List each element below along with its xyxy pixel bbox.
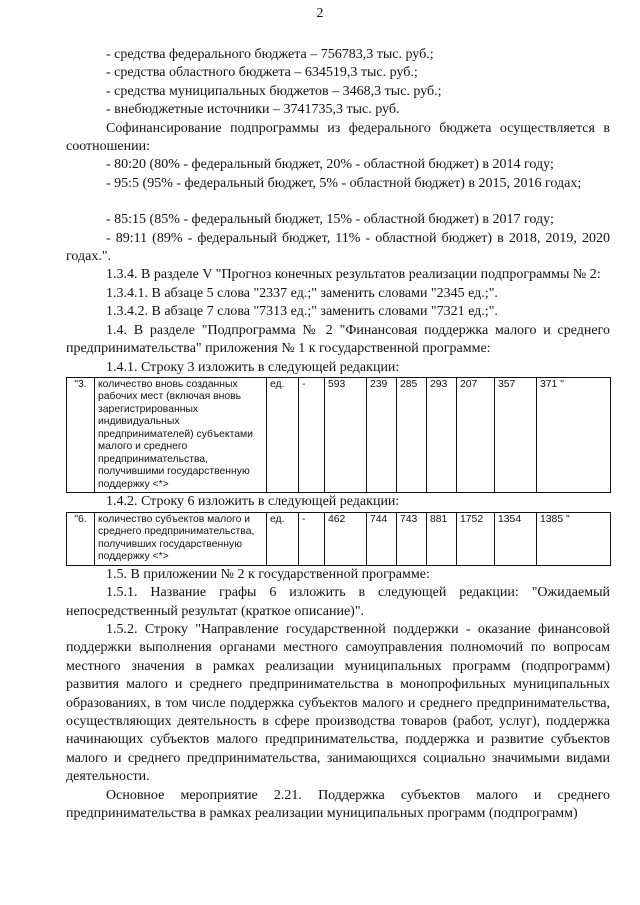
value-cell: 881 <box>427 512 457 565</box>
paragraph-main-activity: Основное мероприятие 2.21. Поддержка субъектов малого и среднего предпринимательства в рамках реализации муниципальных программ (подпрограмм) <box>66 787 610 822</box>
row-description: количество субъектов малого и среднего предпринимательства, получивших государственную поддержку <*> <box>95 512 267 565</box>
ratio-2017: - 85:15 (85% - федеральный бюджет, 15% - областной бюджет) в 2017 году; <box>106 212 554 228</box>
value-cell: 1354 <box>495 512 537 565</box>
funding-line-regional: - средства областного бюджета – 634519,3 тыс. руб.; <box>106 65 418 81</box>
value-cell: 357 <box>495 377 537 493</box>
funding-line-offbudget: - внебюджетные источники – 3741735,3 тыс. руб. <box>106 102 400 118</box>
ratio-2018-2020: - 89:11 (89% - федеральный бюджет, 11% - областной бюджет) в 2018, 2019, 2020 годах.". <box>66 230 610 265</box>
value-cell: 462 <box>325 512 367 565</box>
funding-line-federal: - средства федерального бюджета – 756783,3 тыс. руб.; <box>106 47 434 62</box>
row-unit: ед. <box>267 512 299 565</box>
paragraph-1-5-1: 1.5.1. Название графы 6 изложить в следующей редакции: "Ожидаемый непосредственный результат (краткое описание)". <box>66 585 610 619</box>
value-cell: 593 <box>325 377 367 493</box>
value-cell: 743 <box>397 512 427 565</box>
value-cell: 207 <box>457 377 495 493</box>
value-cell: 371 " <box>537 377 611 493</box>
page-number: 2 <box>316 6 324 21</box>
value-cell: 744 <box>367 512 397 565</box>
row-dash: - <box>299 377 325 493</box>
value-cell: 1752 <box>457 512 495 565</box>
row-description: количество вновь созданных рабочих мест (включая вновь зарегистрированных индивидуальных предпринимателей) субъектами малого и среднего предпринимательства, получившими государственную поддержку <*> <box>95 377 267 493</box>
row-dash: - <box>299 512 325 565</box>
value-cell: 293 <box>427 377 457 493</box>
paragraph-1-4-2: 1.4.2. Строку 6 изложить в следующей редакции: <box>106 494 400 510</box>
paragraph-1-3-4-1: 1.3.4.1. В абзаце 5 слова "2337 ед.;" заменить словами "2345 ед.;". <box>106 285 498 301</box>
document-body <box>66 46 610 824</box>
paragraph-1-5: 1.5. В приложении № 2 к государственной программе: <box>106 566 430 582</box>
paragraph-1-3-4-2: 1.3.4.2. В абзаце 7 слова "7313 ед.;" заменить словами "7321 ед.;". <box>106 304 498 320</box>
paragraph-1-3-4: 1.3.4. В разделе V "Прогноз конечных результатов реализации подпрограммы № 2: <box>106 267 601 283</box>
funding-line-municipal: - средства муниципальных бюджетов – 3468,3 тыс. руб.; <box>106 83 442 99</box>
blank-line <box>66 193 610 211</box>
value-cell: 239 <box>367 377 397 493</box>
table-row-3 <box>66 377 611 494</box>
ratio-2014: - 80:20 (80% - федеральный бюджет, 20% - областной бюджет) в 2014 году; <box>106 157 554 173</box>
ratio-2015-2016: - 95:5 (95% - федеральный бюджет, 5% - областной бюджет) в 2015, 2016 годах; <box>106 175 582 191</box>
paragraph-1-4-1: 1.4.1. Строку 3 изложить в следующей редакции: <box>106 359 400 375</box>
cofinance-intro: Софинансирование подпрограммы из федерального бюджета осуществляется в соотношении: <box>66 120 610 155</box>
paragraph-1-5-2: 1.5.2. Строку "Направление государственной поддержки - оказание финансовой поддержки выполнения органами местного самоуправления полномочий по вопросам местного значения в рамках реализации муниципальных программ (подпрограмм) развития малого и среднего предпринимательства в монопрофильных муниципальных образованиях, в том числе поддержка субъектов малого и среднего предпринимательства, осуществляющих деятельность в сфере производства товаров (работ, услуг), поддержка начинающих субъектов малого предпринимательства, поддержка и развитие субъектов малого и среднего предпринимательства, занимающихся социально значимыми видами деятельности. <box>66 622 610 785</box>
paragraph-1-4: 1.4. В разделе "Подпрограмма № 2 "Финансовая поддержка малого и среднего предпринимательства" приложения № 1 к государственной программе: <box>66 322 610 357</box>
value-cell: 1385 " <box>537 512 611 565</box>
table-row-6 <box>66 512 611 566</box>
row-number: "6. <box>67 512 95 565</box>
value-cell: 285 <box>397 377 427 493</box>
row-number: "3. <box>67 377 95 493</box>
row-unit: ед. <box>267 377 299 493</box>
